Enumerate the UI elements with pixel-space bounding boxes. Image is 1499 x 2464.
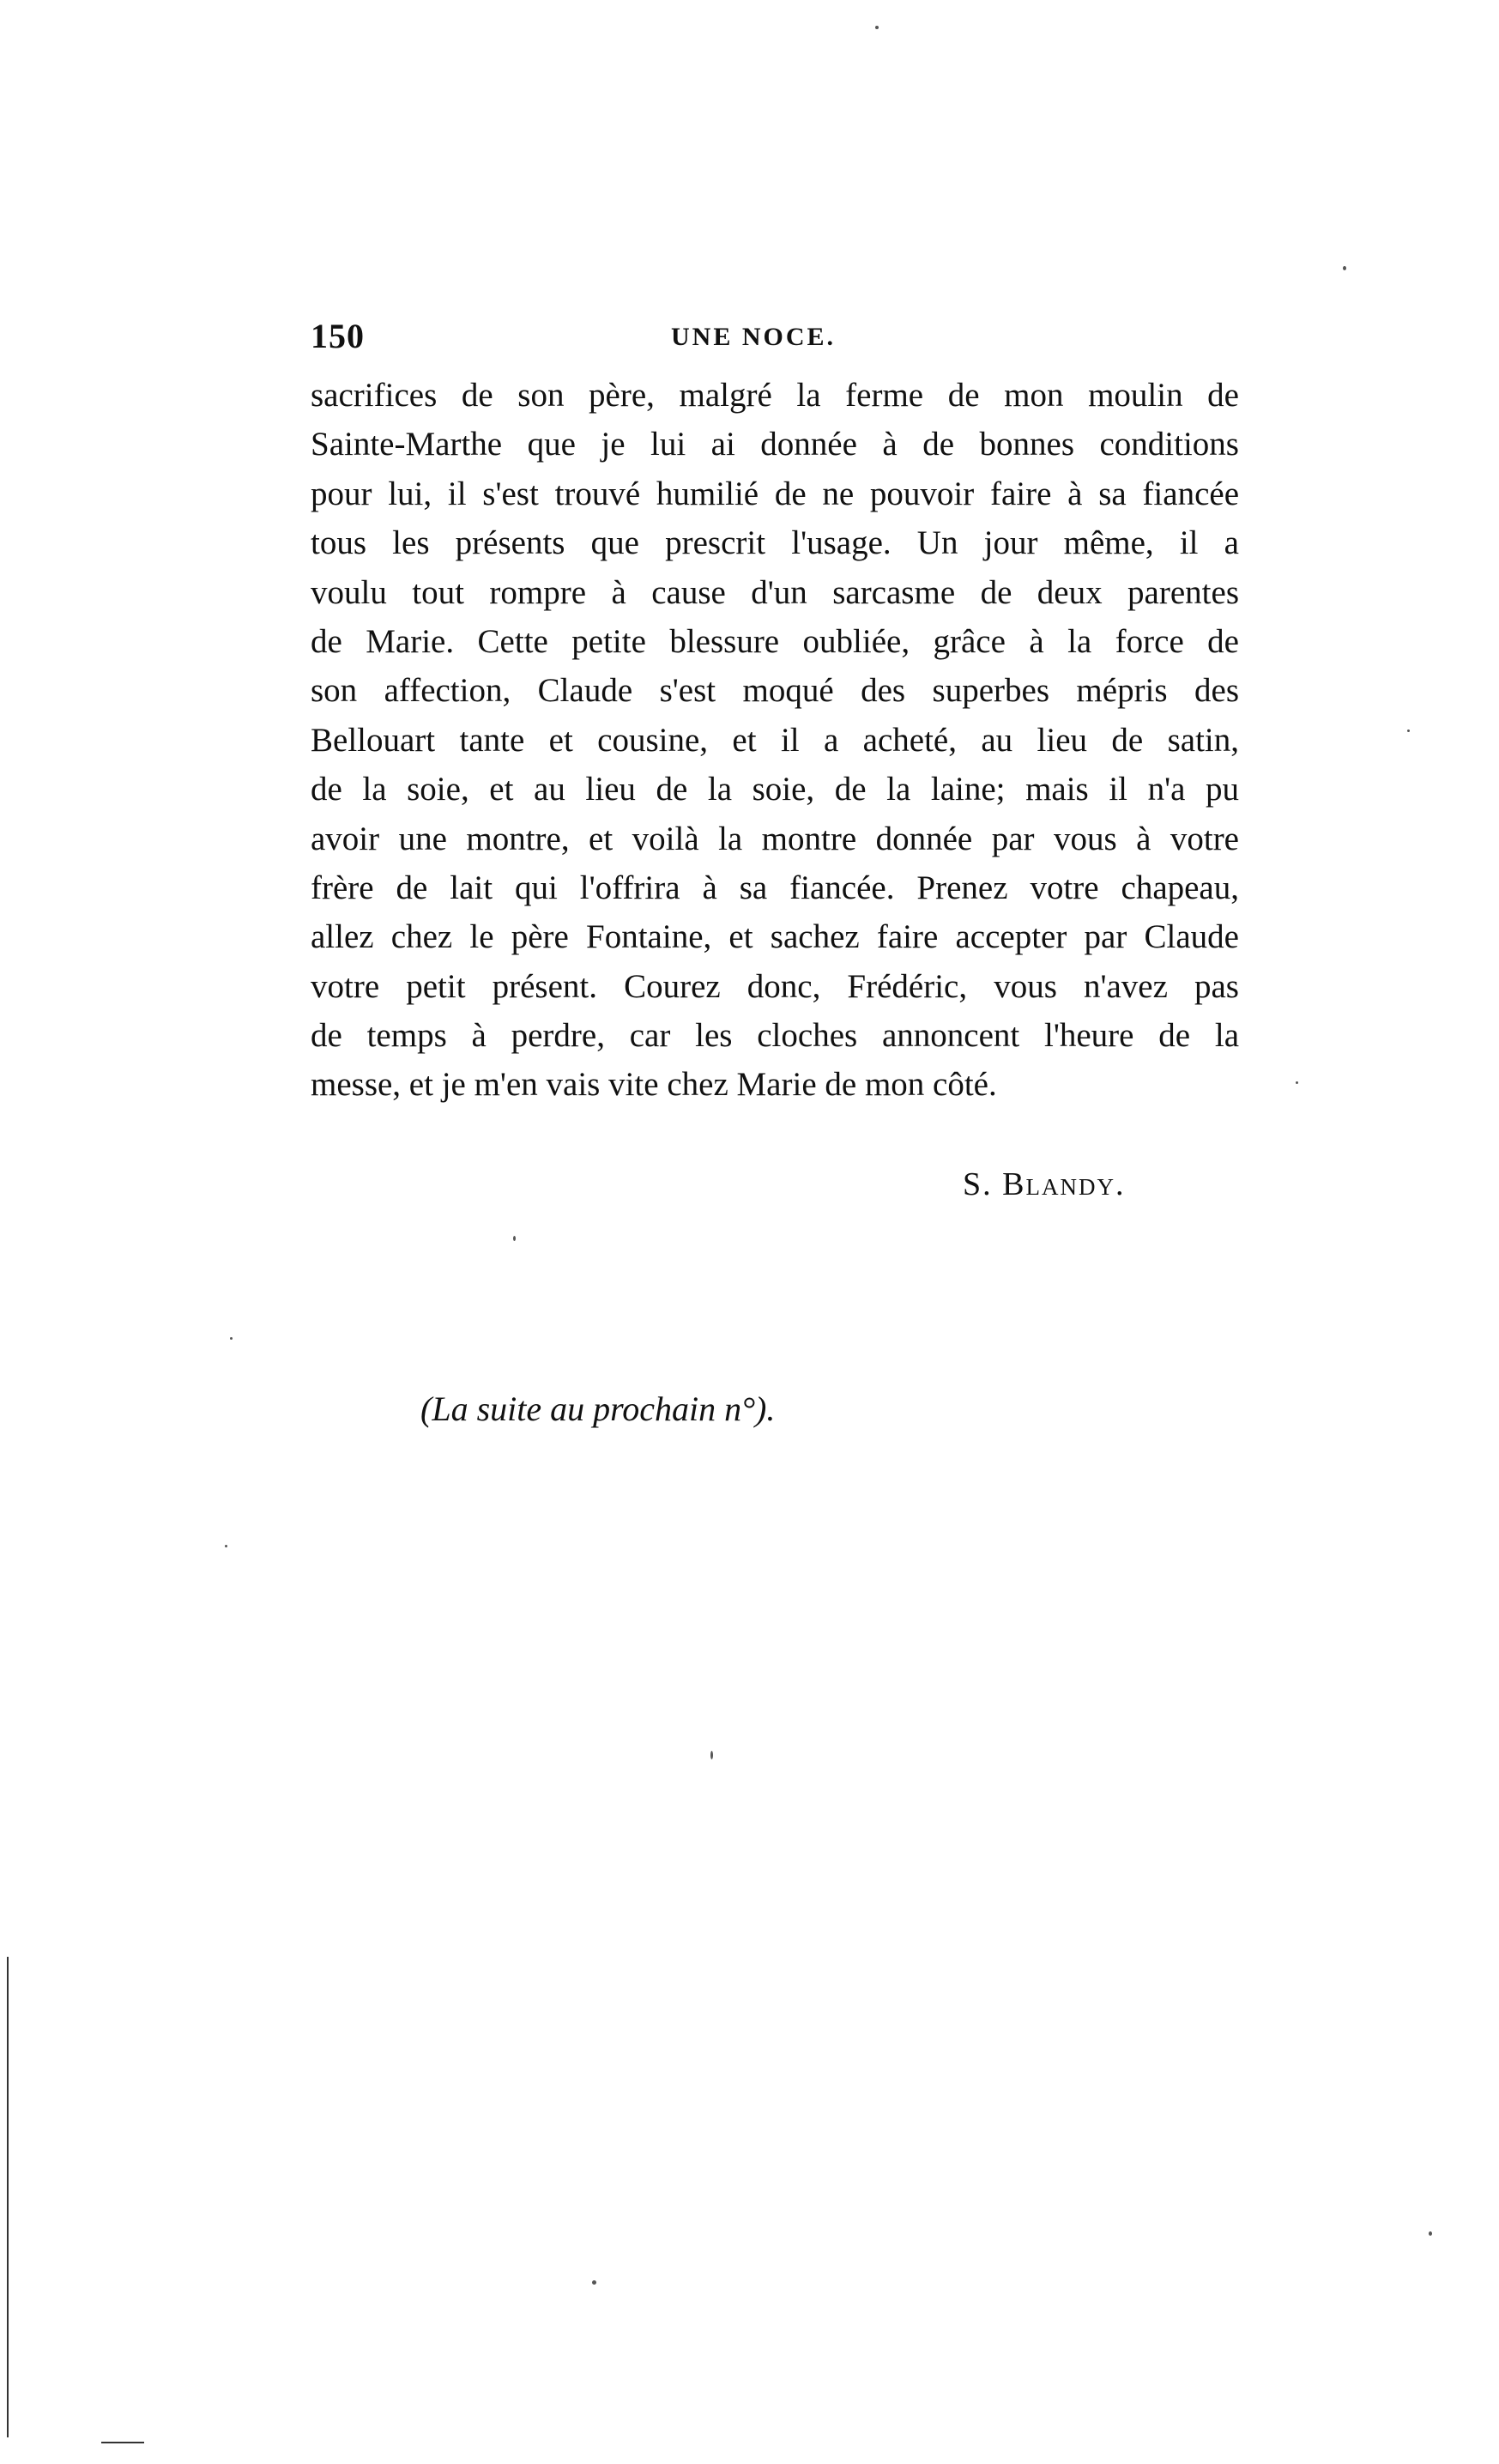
scan-speck	[1429, 2231, 1432, 2236]
running-head	[311, 316, 1239, 359]
text-line: avoir une montre, et voilà la montre donnée par vous à votre	[311, 820, 1239, 857]
text-line: voulu tout rompre à cause d'un sarcasme de deux parentes	[311, 573, 1239, 611]
scan-speck	[592, 2280, 596, 2285]
scan-speck	[1296, 1081, 1298, 1084]
text-line: messe, et je m'en vais vite chez Marie de mon côté.	[311, 1066, 997, 1104]
continuation-note: (La suite au prochain n°).	[420, 1389, 776, 1428]
text-line: de Marie. Cette petite blessure oubliée, grâce à la force de	[311, 622, 1239, 660]
text-line: de la soie, et au lieu de la soie, de la laine; mais il n'a pu	[311, 771, 1239, 808]
page-number: 150	[311, 317, 365, 355]
scan-edge-line	[101, 2442, 144, 2443]
text-line: votre petit présent. Courez donc, Frédéric, vous n'avez pas	[311, 967, 1239, 1005]
text-line: son affection, Claude s'est moqué des superbes mépris des	[311, 672, 1239, 710]
text-line: de temps à perdre, car les cloches annoncent l'heure de la	[311, 1017, 1239, 1055]
scan-speck	[225, 1545, 227, 1547]
author-signature: S. Blandy.	[963, 1166, 1126, 1202]
text-line: allez chez le père Fontaine, et sachez faire accepter par Claude	[311, 918, 1239, 956]
text-line: tous les présents que prescrit l'usage. Un jour même, il a	[311, 524, 1239, 562]
scan-speck	[875, 26, 879, 29]
text-line: frère de lait qui l'offrira à sa fiancée. Prenez votre chapeau,	[311, 869, 1239, 906]
text-line: sacrifices de son père, malgré la ferme de mon moulin de	[311, 377, 1239, 414]
scan-speck	[1407, 730, 1410, 732]
text-line: pour lui, il s'est trouvé humilié de ne pouvoir faire à sa fiancée	[311, 475, 1239, 512]
body-paragraph	[311, 371, 1239, 1110]
scan-edge-line	[7, 1957, 9, 2437]
text-line: Bellouart tante et cousine, et il a acheté, au lieu de satin,	[311, 721, 1239, 759]
scan-speck	[513, 1236, 516, 1241]
scan-speck	[230, 1337, 233, 1340]
scan-speck	[710, 1751, 713, 1759]
scan-speck	[1343, 266, 1346, 270]
text-line: Sainte-Marthe que je lui ai donnée à de bonnes conditions	[311, 426, 1239, 463]
running-title: UNE NOCE.	[671, 323, 837, 351]
